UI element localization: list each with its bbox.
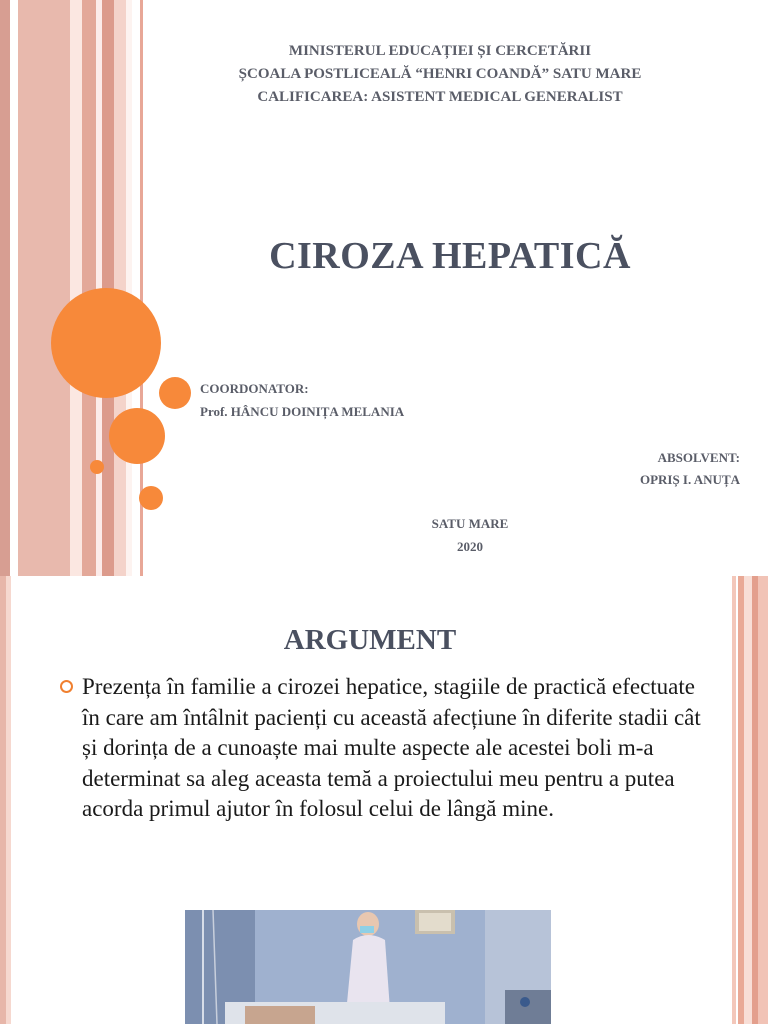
stripe-decoration bbox=[0, 0, 10, 576]
slide-title: CIROZA HEPATICĂ bbox=[269, 235, 631, 277]
coordinator-name: Prof. HÂNCU DOINIȚA MELANIA bbox=[200, 404, 405, 419]
bullet-list bbox=[56, 672, 716, 825]
header-line: ȘCOALA POSTLICEALĂ “HENRI COANDĂ” SATU MARE bbox=[238, 66, 642, 82]
institution-header bbox=[150, 40, 730, 109]
stripe-decoration bbox=[732, 576, 736, 1024]
stripe-decoration bbox=[758, 576, 768, 1024]
stripe-decoration bbox=[6, 576, 11, 1024]
circle-decoration bbox=[51, 288, 161, 398]
coordinator-label: COORDONATOR: bbox=[200, 381, 309, 396]
bullet-icon bbox=[60, 680, 73, 693]
stripe-decoration bbox=[82, 0, 96, 576]
circle-decoration bbox=[109, 408, 165, 464]
year: 2020 bbox=[457, 539, 483, 554]
circle-decoration bbox=[90, 460, 104, 474]
bullet-text: Prezența în familie a cirozei hepatice, stagiile de practică efectuate în care am întâlnit pacienți cu această afecțiune în diferite stadii cât și dorința de a cunoaște mai multe aspecte ale acestei boli m-a determinat sa aleg aceasta temă a proiectului meu pentru a putea acorda primul ajutor în folosul celui de lângă mine. bbox=[82, 674, 701, 821]
stripe-decoration bbox=[70, 0, 82, 576]
circle-decoration bbox=[159, 377, 191, 409]
hospital-photo bbox=[185, 910, 551, 1024]
header-line: CALIFICAREA: ASISTENT MEDICAL GENERALIST bbox=[257, 89, 623, 105]
graduate-label: ABSOLVENT: bbox=[657, 450, 740, 465]
slide-title: ARGUMENT bbox=[283, 624, 457, 656]
hospital-scene-image bbox=[185, 910, 551, 1024]
stripe-decoration bbox=[744, 576, 752, 1024]
header-line: MINISTERUL EDUCAȚIEI ȘI CERCETĂRII bbox=[288, 43, 592, 59]
graduate-name: OPRIȘ I. ANUȚA bbox=[639, 472, 740, 487]
circle-decoration bbox=[139, 486, 163, 510]
city: SATU MARE bbox=[431, 516, 509, 531]
stripe-decoration bbox=[18, 0, 70, 576]
stripe-decoration bbox=[126, 0, 132, 576]
